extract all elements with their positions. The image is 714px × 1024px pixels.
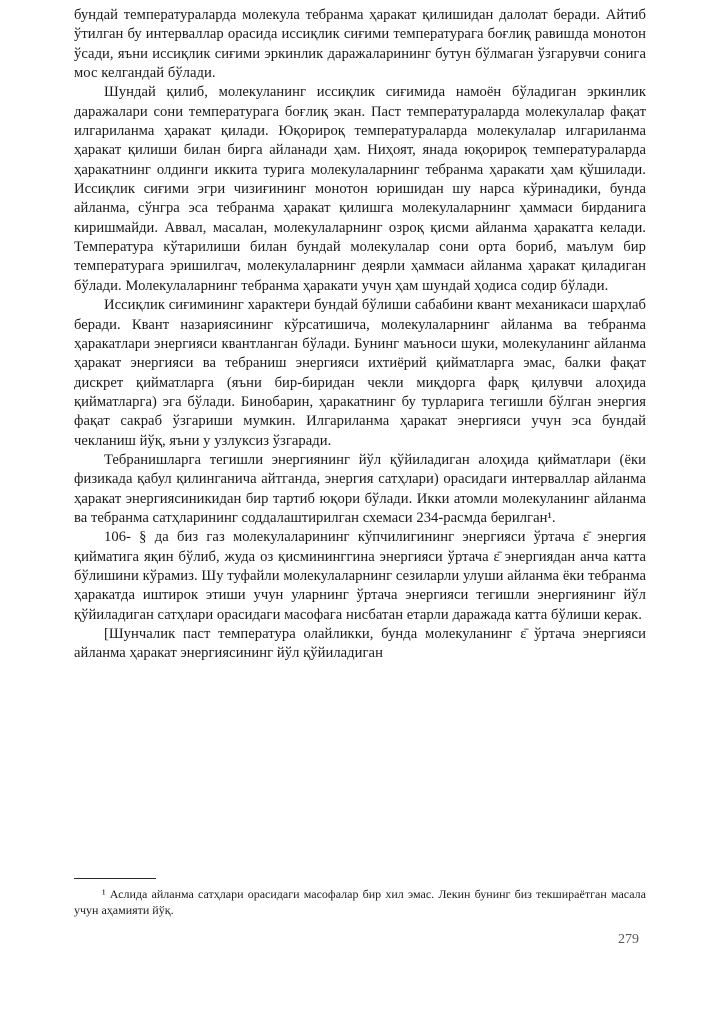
footnote-divider [74, 878, 156, 879]
page-body [74, 6, 646, 664]
page-number: 279 [618, 932, 639, 947]
paragraph-4: Тебранишларга тегишли энергиянинг йўл қўйиладиган алоҳида қийматлари (ёки физикада қабул қилинганича айтганда, энергия сатҳлари) орасидаги интерваллар айланма ҳаракат энергиясиникидан бир тартиб юқори бўлади. Икки атомли молекуланинг айланма ва тебранма сатҳларининг соддалаштирилган схемаси 234-расмда берилган¹. [74, 451, 646, 526]
footnote: ¹ Аслида айланма сатҳлари орасидаги масофалар бир хил эмас. Лекин бунинг биз текшираётган масала учун аҳамияти йўқ. [74, 887, 646, 917]
paragraph-6: [Шунчалик паст температура олайликки, бунда молекуланинг ε̄ ўртача энергияси айланма ҳаракат энергиясининг йўл қўйиладиган [74, 626, 646, 662]
paragraph-5: 106- § да биз газ молекулаларининг кўпчилигининг энергияси ўртача ε̄ энергия қийматига яқин бўлиб, жуда оз қисмининггина энергияси ўртача ε̄ энергиядан анча катта бўлишини кўрамиз. Шу туфайли молекулаларнинг сезиларли улуши айланма ёки тебранма ҳаракатда иштирок этиши учун уларнинг ўртача энергияси тегишли энергиянинг йўл қўйиладиган сатҳлари орасидаги масофага нисбатан етарли даражада катта бўлиши керак. [74, 529, 646, 623]
paragraph-2: Шундай қилиб, молекуланинг иссиқлик сиғимида намоён бўладиган эркинлик даражалари сони температурага боғлиқ экан. Паст температураларда молекулалар фақат илгариланма ҳаракат қилади. Юқорироқ температураларда молекулалар илгариланма ҳаракат қилиши билан бирга айланади ҳам. Ниҳоят, янада юқорироқ температураларда ҳаракатнинг олдинги иккита турига молекулаларнинг тебранма ҳаракати ҳам қўшилади. Иссиқлик сиғими эгри чизиғининг монотон юришидан шу нарса кўринадики, бунда айланма, сўнгра эса тебранма ҳаракат қилишга молекулаларнинг ҳаммаси бирданига киришмайди. Аввал, масалан, молекулаларнинг озроқ қисми айланма ҳаракатга келади. Температура кўтарилиши билан бундай молекулалар сони орта бориб, маълум бир температурага эришилгач, молекулаларнинг деярли ҳаммаси айланма ҳаракат қиладиган бўлади. Молекулаларнинг тебранма ҳаракати учун ҳам шундай ҳодиса содир бўлади. [74, 84, 646, 294]
paragraph-3: Иссиқлик сиғимининг характери бундай бўлиши сабабини квант механикаси шарҳлаб беради. Квант назариясининг кўрсатишича, молекулаларнинг айланма ва тебранма ҳаракатлари энергияси квантланган бўлади. Бунинг маъноси шуки, молекуланинг айланма ҳаракат энергияси ва тебраниш энергияси ихтиёрий қийматларга эмас, балки фақат дискрет қийматларга (яъни бир-биридан чекли миқдорга фарқ қилувчи алоҳида қийматларга) эга бўлади. Бинобарин, ҳаракатнинг бу турларига тегишли бўлган энергия фақат сакраб ўзгариши мумкин. Илгариланма ҳаракат энергияси учун эса бундай чекланиш йўқ, яъни у узлуксиз ўзгаради. [74, 297, 646, 449]
paragraph-1: бундай температураларда молекула тебранма ҳаракат қилишидан далолат беради. Айтиб ўтилган бу интерваллар орасида иссиқлик сиғими температурага боғлиқ равишда монотон ўсади, яъни иссиқлик сиғими эркинлик даражаларининг бутун бўлмаган ўзгарувчи сонига мос келгандай бўлади. [74, 7, 646, 82]
